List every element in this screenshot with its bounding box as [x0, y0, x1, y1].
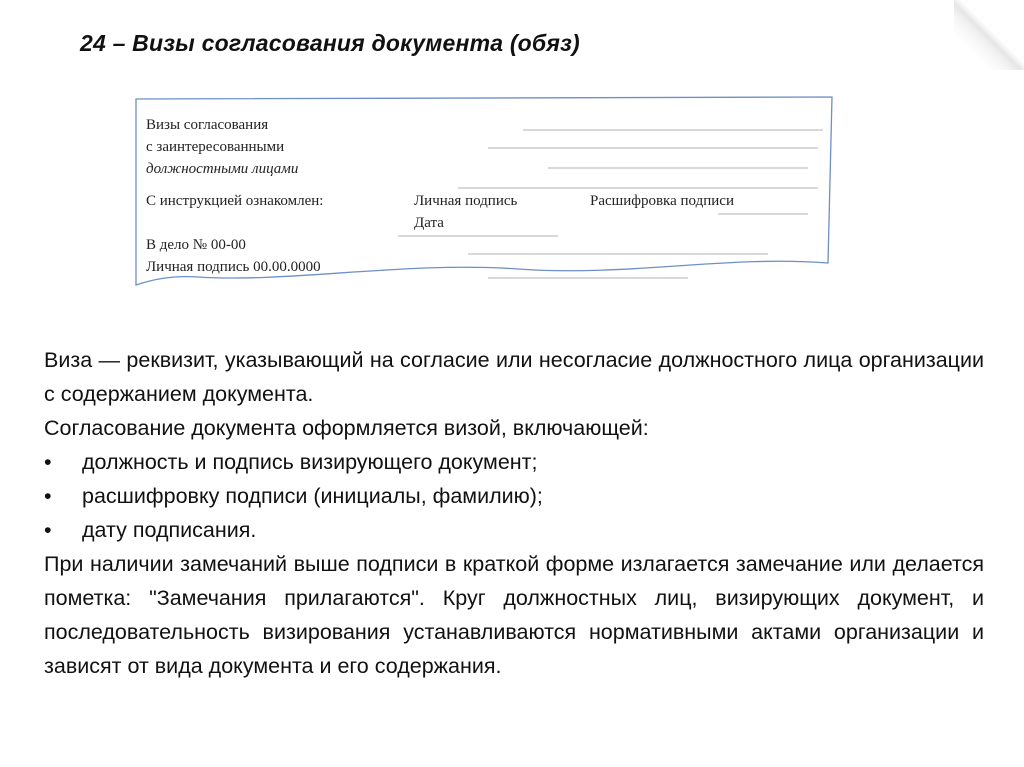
list-item-text: должность и подпись визирующего документ;	[82, 450, 538, 474]
bullet-icon: •	[44, 450, 52, 474]
faint-line	[488, 147, 818, 149]
figure-signature-decoding: Расшифровка подписи	[590, 193, 734, 209]
list-item-text: расшифровку подписи (инициалы, фамилию);	[82, 484, 543, 508]
list-item	[44, 513, 984, 547]
faint-line	[398, 235, 558, 237]
faint-line	[488, 277, 688, 279]
faint-line	[548, 167, 808, 169]
figure-to-file: В дело № 00-00	[146, 237, 246, 253]
bullet-icon: •	[44, 518, 52, 542]
page-title: 24 – Визы согласования документа (обяз)	[80, 30, 580, 56]
document-sample-figure	[128, 95, 840, 305]
visa-definition-paragraph: Виза — реквизит, указывающий на согласие или несогласие должностного лица организации с содержанием документа.	[44, 348, 984, 406]
faint-line	[718, 213, 808, 215]
list-item	[44, 479, 984, 513]
figure-visa-line-3: должностными лицами	[146, 161, 299, 177]
faint-line	[458, 187, 818, 189]
figure-date: Дата	[414, 215, 444, 231]
faint-line	[523, 129, 823, 131]
visa-components-list	[44, 445, 984, 547]
figure-personal-signature: Личная подпись	[414, 193, 518, 209]
approval-intro-paragraph: Согласование документа оформляется визой, включающей:	[44, 416, 649, 440]
faint-line	[468, 253, 768, 255]
figure-visa-line-1: Визы согласования	[146, 117, 269, 133]
list-item	[44, 445, 984, 479]
figure-visa-line-2: с заинтересованными	[146, 139, 285, 155]
remarks-paragraph: При наличии замечаний выше подписи в краткой форме излагается замечание или делается пометка: "Замечания прилагаются". Круг должностных лиц, визирующих документ, и последовательность визирования устанавливаются нормативными актами организации и зависят от вида документа и его содержания.	[44, 552, 984, 678]
list-item-text: дату подписания.	[82, 518, 257, 542]
body-text	[44, 343, 984, 683]
figure-acquainted-label: С инструкцией ознакомлен:	[146, 193, 324, 209]
bullet-icon: •	[44, 484, 52, 508]
figure-personal-signature-date: Личная подпись 00.00.0000	[146, 259, 321, 275]
